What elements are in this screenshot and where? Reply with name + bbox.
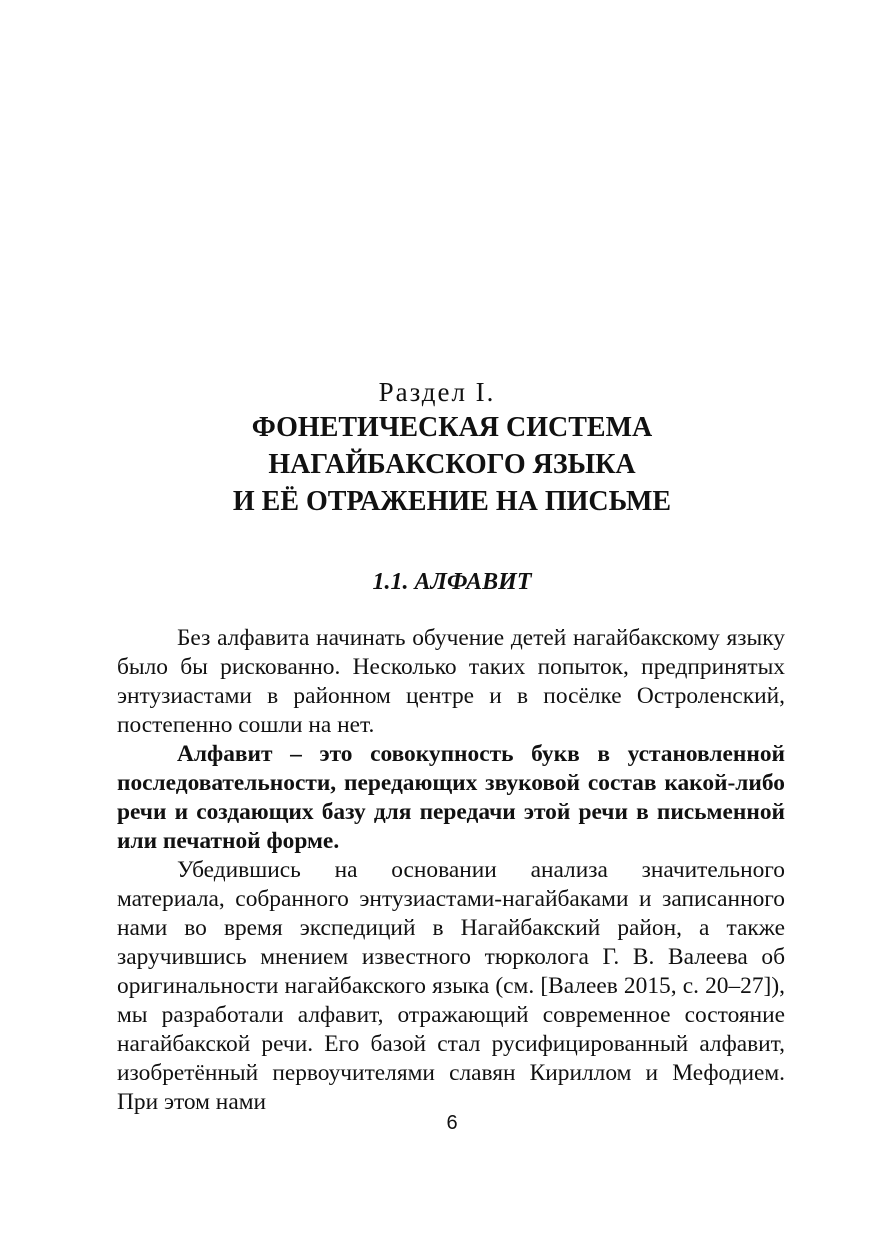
paragraph-main: Убедившись на основании анализа значительного материала, собранного энтузиастами-нагайбаками и записанного нами во время экспедиций в Нагайбакский район, а также заручившись мнением известного тюрколога Г. В. Валеева об оригинальности нагайбакского языка (см. [Валеев 2015, с. 20–27]), мы разработали алфавит, отражающий современное состояние нагайбакской речи. Его базой стал русифицированный алфавит, изобретённый первоучителями славян Кириллом и Мефодием. При этом нами [117, 857, 785, 1115]
section-title-line: ФОНЕТИЧЕСКАЯ СИСТЕМА [251, 412, 653, 443]
body-text [117, 624, 785, 1117]
section-title [0, 409, 874, 520]
section-title-line: И ЕЁ ОТРАЖЕНИЕ НА ПИСЬМЕ [232, 486, 672, 517]
page-number: 6 [446, 1112, 458, 1134]
subsection-title: 1.1. АЛФАВИТ [372, 569, 532, 595]
paragraph-definition: Алфавит – это совокупность букв в установленной последовательности, передающих звуковой состав какой-либо речи и создающих базу для передачи этой речи в письменной или печатной форме. [117, 741, 785, 854]
paragraph-intro: Без алфавита начинать обучение детей нагайбакскому языку было бы рискованно. Несколько таких попыток, предпринятых энтузиастами в районном центре и в посёлке Остроленский, постепенно сошли на нет. [117, 625, 785, 738]
section-label: Раздел I. [378, 377, 496, 407]
section-title-line: НАГАЙБАКСКОГО ЯЗЫКА [268, 449, 636, 480]
